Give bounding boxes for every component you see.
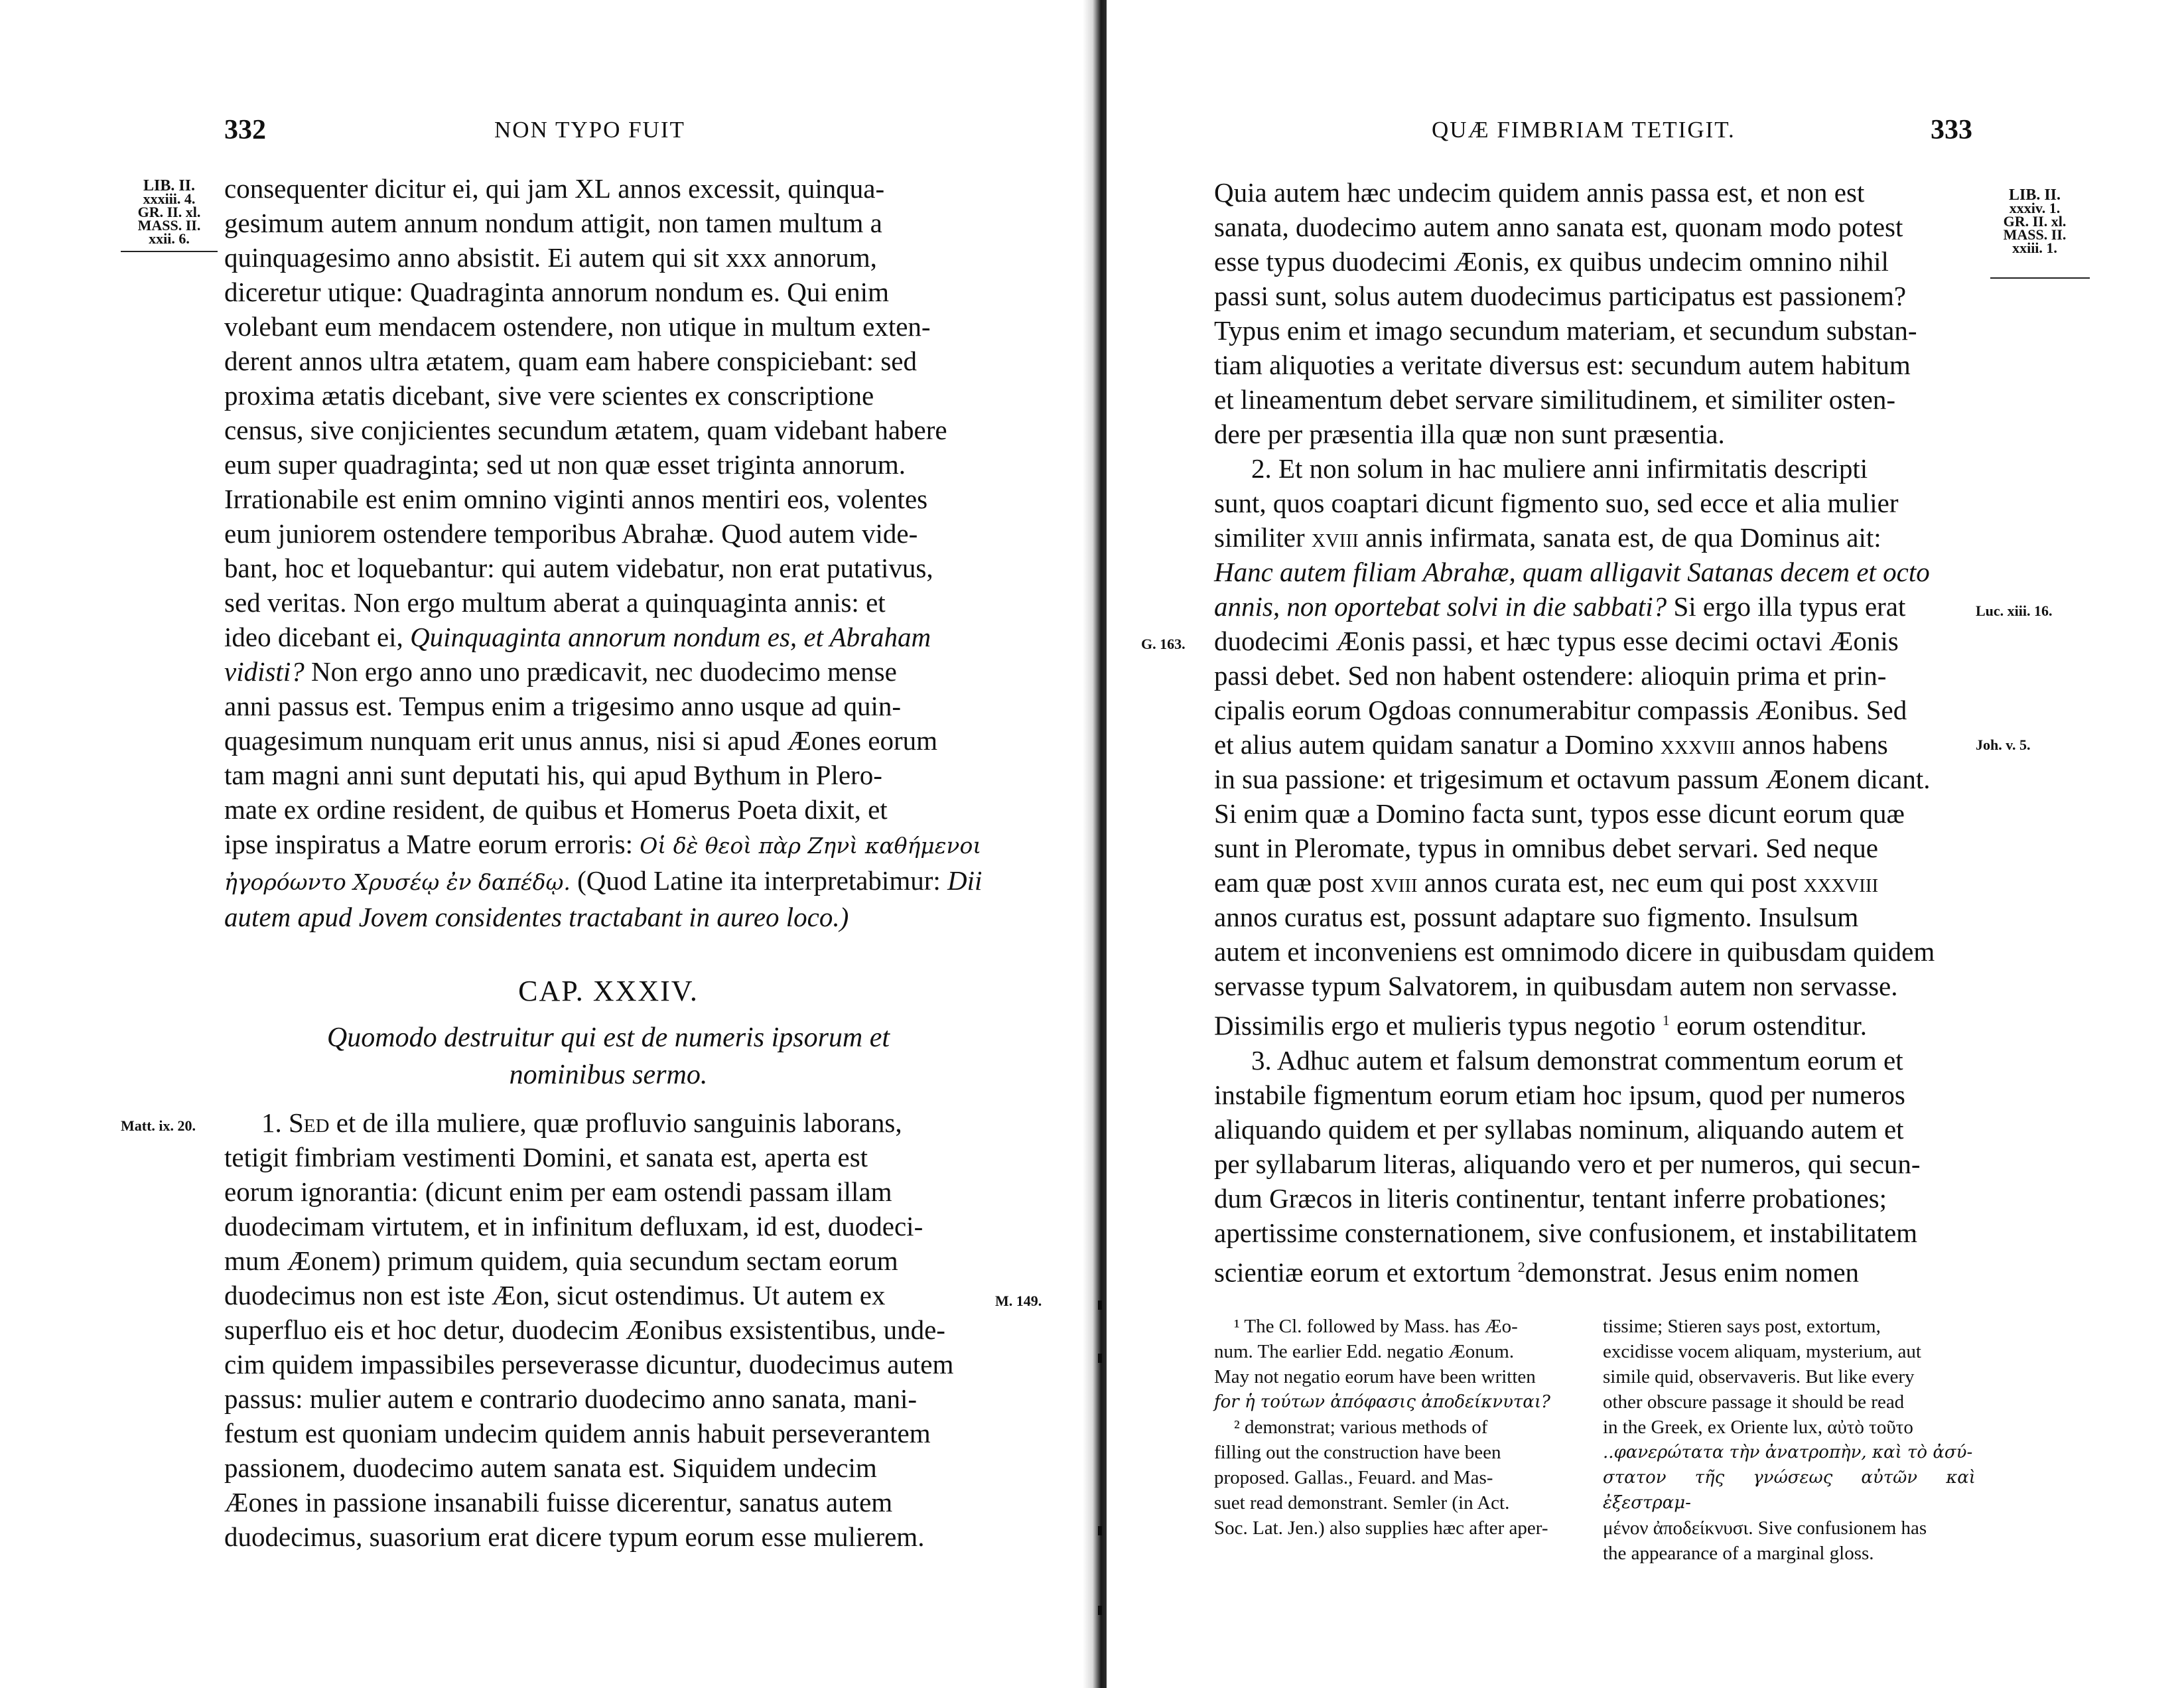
text-line: passi debet. Sed non habent ostendere: alioquin prima et prin- (1214, 660, 1887, 691)
text-line: Hanc autem filiam Abrahæ, quam alligavit Satanas decem et octo (1214, 557, 1930, 587)
text-line: quinquagesimo anno absistit. Ei autem qui sit xxx annorum, (224, 242, 877, 273)
right-body-text (1214, 175, 1976, 1289)
text-line: Irrationabile est enim omnino viginti annos mentiri eos, volentes (224, 484, 928, 514)
footnote-line: for ἡ τούτων ἀπόφασις ἀποδείκνυται? (1214, 1392, 1550, 1412)
text-line: 1. Sed et de illa muliere, quæ profluvio sanguinis laborans, (261, 1107, 902, 1138)
left-page (0, 0, 1088, 1688)
text-line: duodecimam virtutem, et in infinitum defluxam, id est, duodeci- (224, 1211, 923, 1241)
text-line: apertissime consternationem, sive confusionem, et instabilitatem (1214, 1217, 1918, 1248)
text-line: duodecimi Æonis passi, et hæc typus esse decimi octavi Æonis (1214, 626, 1899, 656)
text-line: anni passus est. Tempus enim a trigesimo anno usque ad quin- (224, 691, 902, 721)
margin-ref-line: MASS. II. (2003, 226, 2067, 243)
text-line: ideo dicebant ei, Quinquaginta annorum nondum es, et Abraham (224, 622, 931, 652)
text-line: eum juniorem ostendere temporibus Abrahæ. Quod autem vide- (224, 518, 918, 549)
text-line: Typus enim et imago secundum materiam, et secundum substan- (1214, 315, 1917, 346)
footnote-line: στατον τῆς γνώσεως αὐτῶν καὶ ἐξεστραμ- (1603, 1468, 1976, 1513)
text-line: Dissimilis ergo et mulieris typus negotio $^1$ eorum ostenditur. (1214, 1010, 1867, 1041)
footnotes-left-column (1214, 1314, 1579, 1541)
text-line: derent annos ultra ætatem, quam eam habere conspiciebant: sed (224, 346, 917, 376)
right-running-head: QUÆ FIMBRIAM TETIGIT. (1432, 117, 1736, 143)
footnote-line: μένον ἀποδείκνυσι. Sive confusionem has (1603, 1517, 1927, 1539)
footnote-line: ¹ The Cl. followed by Mass. has Æo- (1234, 1316, 1518, 1337)
text-line: diceretur utique: Quadraginta annorum nondum es. Qui enim (224, 277, 889, 307)
footnote-line: May not negatio eorum have been written (1214, 1366, 1536, 1387)
margin-ref-line: LIB. II. (2008, 186, 2061, 204)
footnote-line: ..φανερώτατα τὴν ἀνατροπὴν, καὶ τὸ ἀσύ- (1603, 1442, 1973, 1462)
footnote-line: Soc. Lat. Jen.) also supplies hæc after aper- (1214, 1517, 1548, 1539)
text-line: et lineamentum debet servare similitudinem, et similiter osten- (1214, 384, 1896, 415)
text-line: passus: mulier autem e contrario duodecimo anno sanata, mani- (224, 1383, 918, 1414)
text-line: superfluo eis et hoc detur, duodecim Æonibus exsistentibus, unde- (224, 1314, 945, 1345)
text-line: Æones in passione insanabili fuisse dicerentur, sanatus autem (224, 1487, 893, 1517)
gutter-mark (1098, 1301, 1102, 1310)
text-line: ἠγορόωντο Χρυσέῳ ἐν δαπέδῳ. (Quod Latine ita interpretabimur: Dii (224, 865, 983, 896)
left-page-number: 332 (224, 115, 266, 145)
margin-ref-line: GR. II. xl. (137, 204, 201, 220)
left-body-text-top (224, 171, 987, 934)
text-line: mate ex ordine resident, de quibus et Homerus Poeta dixit, et (224, 794, 888, 825)
text-line: dere per præsentia illa quæ non sunt præsentia. (1214, 419, 1725, 449)
margin-ref-line: xxxiii. 4. (143, 190, 196, 207)
right-page (1107, 0, 2184, 1688)
text-line: quagesimum nunquam erit unus annus, nisi si apud Æones eorum (224, 725, 937, 756)
text-line: tetigit fimbriam vestimenti Domini, et sanata est, aperta est (224, 1142, 868, 1172)
left-margin-reference (119, 179, 219, 246)
text-line: aliquando quidem et per syllabas nominum, aliquando autem et (1214, 1113, 1904, 1145)
text-line: et alius autem quidam sanatur a Domino xxxviii annos habens (1214, 729, 1888, 760)
text-line: similiter xviii annis infirmata, sanata est, de qua Dominus ait: (1214, 522, 1881, 553)
text-line: autem et inconveniens est omnimodo dicere in quibusdam quidem (1214, 936, 1935, 967)
margin-rule (1990, 277, 2090, 279)
gutter-mark (1098, 1526, 1102, 1535)
right-margin-reference (1992, 188, 2078, 255)
text-line: scientiæ eorum et extortum $^2$demonstrat. Jesus enim nomen (1214, 1257, 1860, 1288)
text-line: proxima ætatis dicebant, sive vere scientes ex conscriptione (224, 380, 874, 411)
footnote-line: in the Greek, ex Oriente lux, αὐτὸ τοῦτο (1603, 1417, 1913, 1438)
text-line: autem apud Jovem considentes tractabant in aureo loco.) (224, 902, 849, 932)
text-line: esse typus duodecimi Æonis, ex quibus undecim omnino nihil (1214, 246, 1889, 277)
text-line: dum Græcos in literis continentur, tentant inferre probationes; (1214, 1182, 1887, 1214)
text-line: passi sunt, solus autem duodecimus participatus est passionem? (1214, 281, 1907, 311)
footnote-marker: 1 (1662, 1012, 1670, 1028)
text-line: duodecimus, suasorium erat dicere typum eorum esse mulierem. (224, 1521, 925, 1552)
gutter-mark (1098, 1354, 1102, 1363)
text-line: cim quidem impassibiles perseverasse dicuntur, duodecimus autem (224, 1349, 954, 1379)
footnote-line: simile quid, observaveris. But like every (1603, 1366, 1915, 1387)
margin-rule (121, 251, 218, 252)
text-line: vidisti? Non ergo anno uno prædicavit, nec duodecimo mense (224, 656, 897, 687)
text-line: sunt in Pleromate, typus in omnibus debet servari. Sed neque (1214, 833, 1878, 863)
text-line: in sua passione: et trigesimum et octavum passum Æonem dicant. (1214, 764, 1931, 794)
text-line: census, sive conjicientes secundum ætatem, quam videbant habere (224, 415, 947, 445)
text-line: duodecimus non est iste Æon, sicut ostendimus. Ut autem ex (224, 1280, 886, 1310)
scripture-reference: Joh. v. 5. (1976, 737, 2031, 753)
text-line: Si enim quæ a Domino facta sunt, typos esse dicunt eorum quæ (1214, 798, 1905, 829)
margin-ref-line: xxxiv. 1. (2009, 200, 2061, 216)
chapter-title: CAP. XXXIV. (518, 975, 699, 1007)
text-line: volebant eum mendacem ostendere, non utique in multum exten- (224, 311, 931, 342)
text-line: instabile figmentum eorum etiam hoc ipsum, quod per numeros (1214, 1079, 1905, 1110)
margin-ref-line: MASS. II. (137, 217, 201, 234)
text-line: ipse inspiratus a Matre eorum erroris: Οἱ δὲ θεοὶ πὰρ Ζηνὶ καθήμενοι (224, 829, 982, 859)
text-line: consequenter dicitur ei, qui jam XL annos excessit, quinqua- (224, 173, 885, 204)
right-page-number: 333 (1931, 115, 1972, 145)
text-line: sunt, quos coaptari dicunt figmento suo, sed ecce et alia mulier (1214, 488, 1899, 518)
footnote-line: num. The earlier Edd. negatio Æonum. (1214, 1341, 1515, 1362)
edition-page-reference: M. 149. (995, 1293, 1042, 1309)
text-line: festum est quoniam undecim quidem annis habuit perseverantem (224, 1418, 931, 1448)
margin-ref-line: LIB. II. (143, 177, 196, 194)
scripture-reference: Matt. ix. 20. (121, 1117, 196, 1134)
footnote-line: ² demonstrat; various methods of (1234, 1417, 1488, 1438)
text-line: gesimum autem annum nondum attigit, non tamen multum a (224, 208, 882, 238)
footnote-line: tissime; Stieren says post, extortum, (1603, 1316, 1881, 1337)
footnote-line: suet read demonstrant. Semler (in Act. (1214, 1492, 1510, 1513)
text-line: eorum ignorantia: (dicunt enim per eam ostendi passam illam (224, 1176, 892, 1207)
chapter-subtitle (227, 1019, 990, 1093)
gutter-mark (1098, 1606, 1102, 1615)
footnotes-right-column (1603, 1314, 1976, 1566)
text-line: 3. Adhuc autem et falsum demonstrat commentum eorum et (1251, 1044, 1903, 1076)
text-line: mum Æonem) primum quidem, quia secundum sectam eorum (224, 1245, 898, 1276)
chapter-subtitle-line: Quomodo destruitur qui est de numeris ipsorum et (326, 1022, 890, 1053)
text-line: tam magni anni sunt deputati his, qui apud Bythum in Plero- (224, 760, 882, 790)
left-running-head: NON TYPO FUIT (494, 117, 685, 143)
text-line: eum super quadraginta; sed ut non quæ esset triginta annorum. (224, 449, 906, 480)
margin-ref-line: xxiii. 1. (2012, 240, 2057, 256)
text-line: per syllabarum literas, aliquando vero et per numeros, qui secun- (1214, 1148, 1921, 1179)
left-body-text-bottom (224, 1105, 987, 1554)
text-line: annis, non oportebat solvi in die sabbati? Si ergo illa typus erat (1214, 591, 1906, 622)
text-line: eam quæ post xviii annos curata est, nec eum qui post xxxviii (1214, 867, 1879, 898)
footnote-line: proposed. Gallas., Feuard. and Mas- (1214, 1467, 1493, 1488)
edition-page-reference: G. 163. (1141, 636, 1186, 652)
text-line: Quia autem hæc undecim quidem annis passa est, et non est (1214, 177, 1865, 208)
footnote-line: the appearance of a marginal gloss. (1603, 1543, 1874, 1564)
text-line: cipalis eorum Ogdoas connumerabitur compassis Æonibus. Sed (1214, 695, 1907, 725)
footnote-line: filling out the construction have been (1214, 1442, 1501, 1463)
footnote-marker: 2 (1517, 1258, 1525, 1275)
margin-ref-line: GR. II. xl. (2003, 213, 2067, 230)
text-line: passionem, duodecimo autem sanata est. Siquidem undecim (224, 1452, 877, 1483)
text-line: 2. Et non solum in hac muliere anni infirmitatis descripti (1251, 453, 1868, 484)
text-line: sanata, duodecimo autem anno sanata est, quonam modo potest (1214, 212, 1903, 242)
margin-ref-line: xxii. 6. (149, 230, 190, 247)
footnote-line: excidisse vocem aliquam, mysterium, aut (1603, 1341, 1921, 1362)
footnote-line: other obscure passage it should be read (1603, 1391, 1905, 1413)
text-line: servasse typum Salvatorem, in quibusdam autem non servasse. (1214, 971, 1898, 1001)
chapter-subtitle-line: nominibus sermo. (509, 1060, 708, 1090)
text-line: annos curatus est, possunt adaptare suo figmento. Insulsum (1214, 902, 1859, 932)
text-line: sed veritas. Non ergo multum aberat a quinquaginta annis: et (224, 587, 886, 618)
scripture-reference: Luc. xiii. 16. (1976, 602, 2053, 619)
text-line: bant, hoc et loquebantur: qui autem videbatur, non erat putativus, (224, 553, 933, 583)
text-line: tiam aliquoties a veritate diversus est: secundum autem habitum (1214, 350, 1911, 380)
